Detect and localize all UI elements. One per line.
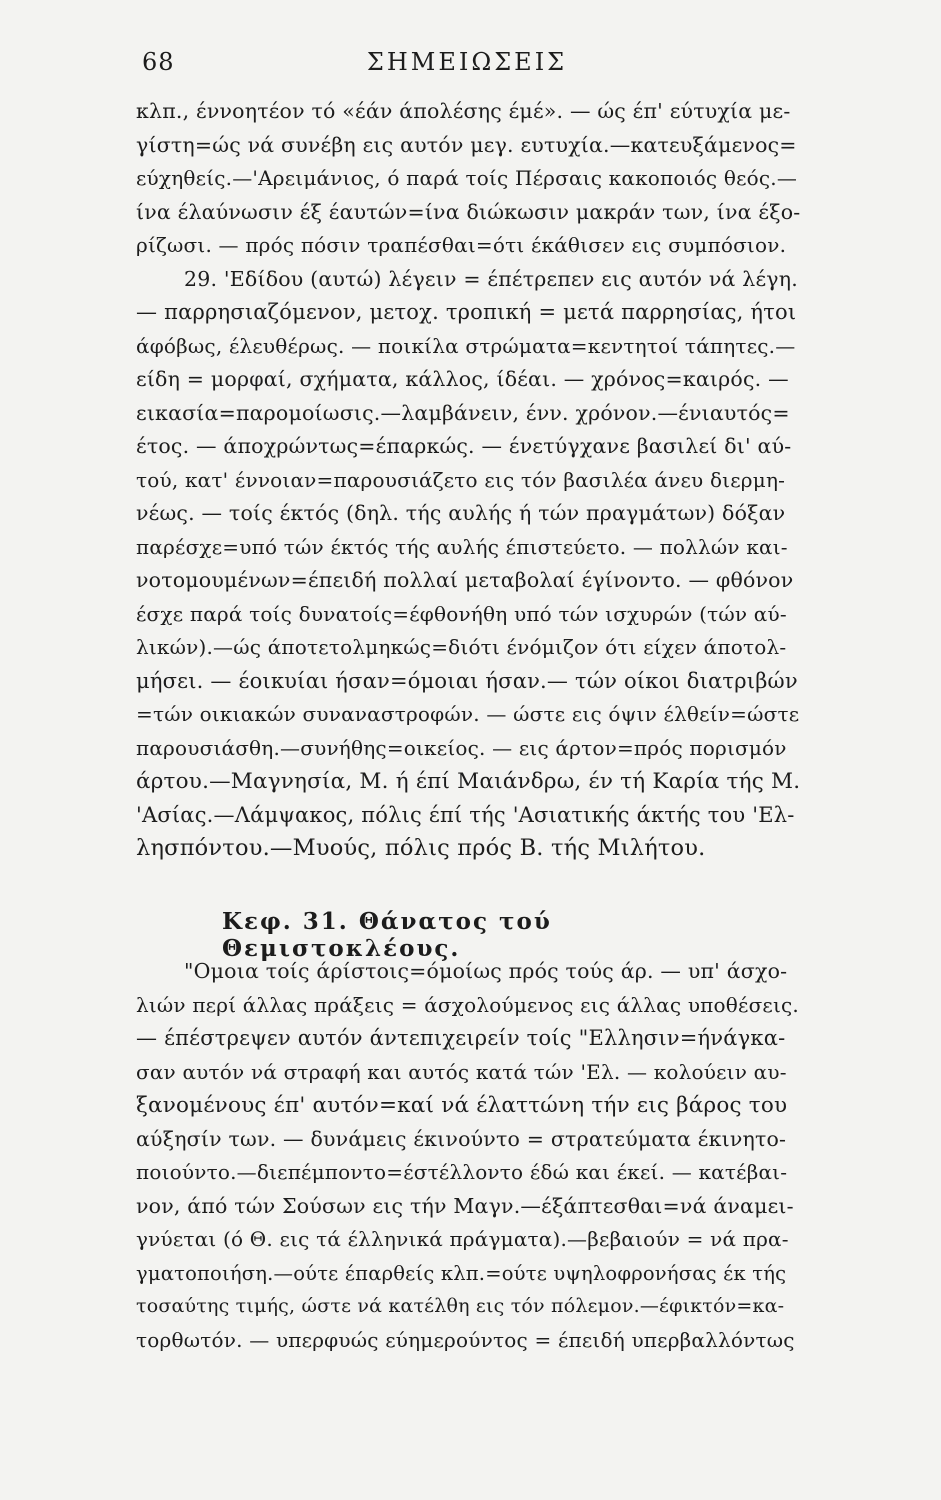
running-title: ΣΗΜΕΙΩΣΕΙΣ <box>366 48 568 76</box>
text-line: είδη = μορφαί, σχήματα, κάλλος, ίδέαι. — χρόνος=καιρός. — <box>136 367 789 391</box>
text-line: ίνα έλαύνωσιν έξ έαυτών=ίνα διώκωσιν μακράν των, ίνα έξο- <box>136 199 801 224</box>
text-line: γίστη=ώς νά συνέβη εις αυτόν μεγ. ευτυχία.—κατευξάμενος= <box>136 132 797 157</box>
text-line: νοτομουμένων=έπειδή πολλαί μεταβολαί έγίνοντο. — φθόνον <box>136 568 794 592</box>
text-line: λιών περί άλλας πράξεις = άσχολούμενος εις άλλας υποθέσεις. <box>136 992 799 1017</box>
chapter-notes <box>136 955 800 1357</box>
text-line: λικών).—ώς άποτετολμηκώς=διότι ένόμιζον ότι είχεν άποτολ- <box>136 635 787 659</box>
text-line: ποιούντο.—διεπέμποντο=έστέλλοντο έδώ και έκεί. — κατέβαι- <box>136 1160 788 1184</box>
text-line: παρουσιάσθη.—συνήθης=οικείος. — εις άρτον=πρός πορισμόν <box>136 735 787 760</box>
text-line: νον, άπό τών Σούσων εις τήν Μαγν.—έξάπτεσθαι=νά άναμει- <box>136 1193 794 1218</box>
text-line: γματοποιήση.—ούτε έπαρθείς κλπ.=ούτε υψηλοφρονήσας έκ τής <box>136 1261 787 1285</box>
text-line: παρέσχε=υπό τών έκτός τής αυλής έπιστεύετο. — πολλών και- <box>136 534 788 559</box>
text-line: έτος. — άποχρώντως=έπαρκώς. — ένετύγχανε βασιλεί δι' αύ- <box>136 434 792 458</box>
text-line: ξανομένους έπ' αυτόν=καί νά έλαττώνη τήν εις βάρος του <box>136 1093 788 1118</box>
text-line: τού, κατ' έννοιαν=παρουσιάζετο εις τόν βασιλέα άνευ διερμη- <box>136 467 786 492</box>
text-line: τορθωτόν. — υπερφυώς εύημερούντος = έπειδή υπερβαλλόντως <box>136 1327 795 1352</box>
text-line: 29. 'Εδίδου (αυτώ) λέγειν = έπέτρεπεν εις αυτόν νά λέγη. <box>184 266 798 291</box>
text-line: εικασία=παρομοίωσις.—λαμβάνειν, ένν. χρόνον.—ένιαυτός= <box>136 400 790 425</box>
page-number: 68 <box>142 48 175 76</box>
text-line: κλπ., έννοητέον τό «έάν άπολέσης έμέ». — ώς έπ' εύτυχία με- <box>136 99 791 123</box>
text-line: έσχε παρά τοίς δυνατοίς=έφθονήθη υπό τών ισχυρών (τών αύ- <box>136 601 787 626</box>
text-line: σαν αυτόν νά στραφή και αυτός κατά τών 'Ελ. — κολούειν αυ- <box>136 1059 787 1084</box>
text-line: μήσει. — έοικυίαι ήσαν=όμοιαι ήσαν.— τών οίκοι διατριβών <box>136 668 798 693</box>
text-line: — έπέστρεψεν αυτόν άντεπιχειρείν τοίς "Ελλησιν=ήνάγκα- <box>136 1026 786 1050</box>
text-line: γνύεται (ό Θ. εις τά έλληνικά πράγματα).—βεβαιούν = νά πρα- <box>136 1227 789 1251</box>
text-line: λησπόντου.—Μυούς, πόλις πρός Β. τής Μιλήτου. <box>136 835 706 861</box>
text-line: 'Ασίας.—Λάμψακος, πόλις έπί τής 'Ασιατικής άκτής του 'Ελ- <box>136 802 795 827</box>
page-header <box>142 48 792 88</box>
text-line: νέως. — τοίς έκτός (δηλ. τής αυλής ή τών πραγμάτων) δόξαν <box>136 501 786 525</box>
text-line: ρίζωσι. — πρός πόσιν τραπέσθαι=ότι έκάθισεν εις συμπόσιον. <box>136 233 787 257</box>
text-line: τοσαύτης τιμής, ώστε νά κατέλθη εις τόν πόλεμον.—έφικτόν=κα- <box>136 1295 785 1317</box>
notes-section <box>136 95 800 866</box>
text-line: άφόβως, έλευθέρως. — ποικίλα στρώματα=κεντητοί τάπητες.— <box>136 333 796 358</box>
text-line: "Ομοια τοίς άρίστοις=όμοίως πρός τούς άρ. — υπ' άσχο- <box>184 959 788 983</box>
text-line: εύχηθείς.—'Αρειμάνιος, ό παρά τοίς Πέρσαις κακοποιός θεός.— <box>136 166 798 190</box>
text-line: =τών οικιακών συναναστροφών. — ώστε εις όψιν έλθείν=ώστε <box>136 702 800 726</box>
text-line: — παρρησιαζόμενον, μετοχ. τροπική = μετά παρρησίας, ήτοι <box>136 300 797 324</box>
text-line: άρτου.—Μαγνησία, Μ. ή έπί Μαιάνδρω, έν τή Καρία τής Μ. <box>136 769 801 794</box>
text-line: αύξησίν των. — δυνάμεις έκινούντο = στρατεύματα έκινητο- <box>136 1126 787 1151</box>
chapter-heading: Κεφ. 31. Θάνατος τού Θεμιστοκλέους. <box>222 908 552 962</box>
